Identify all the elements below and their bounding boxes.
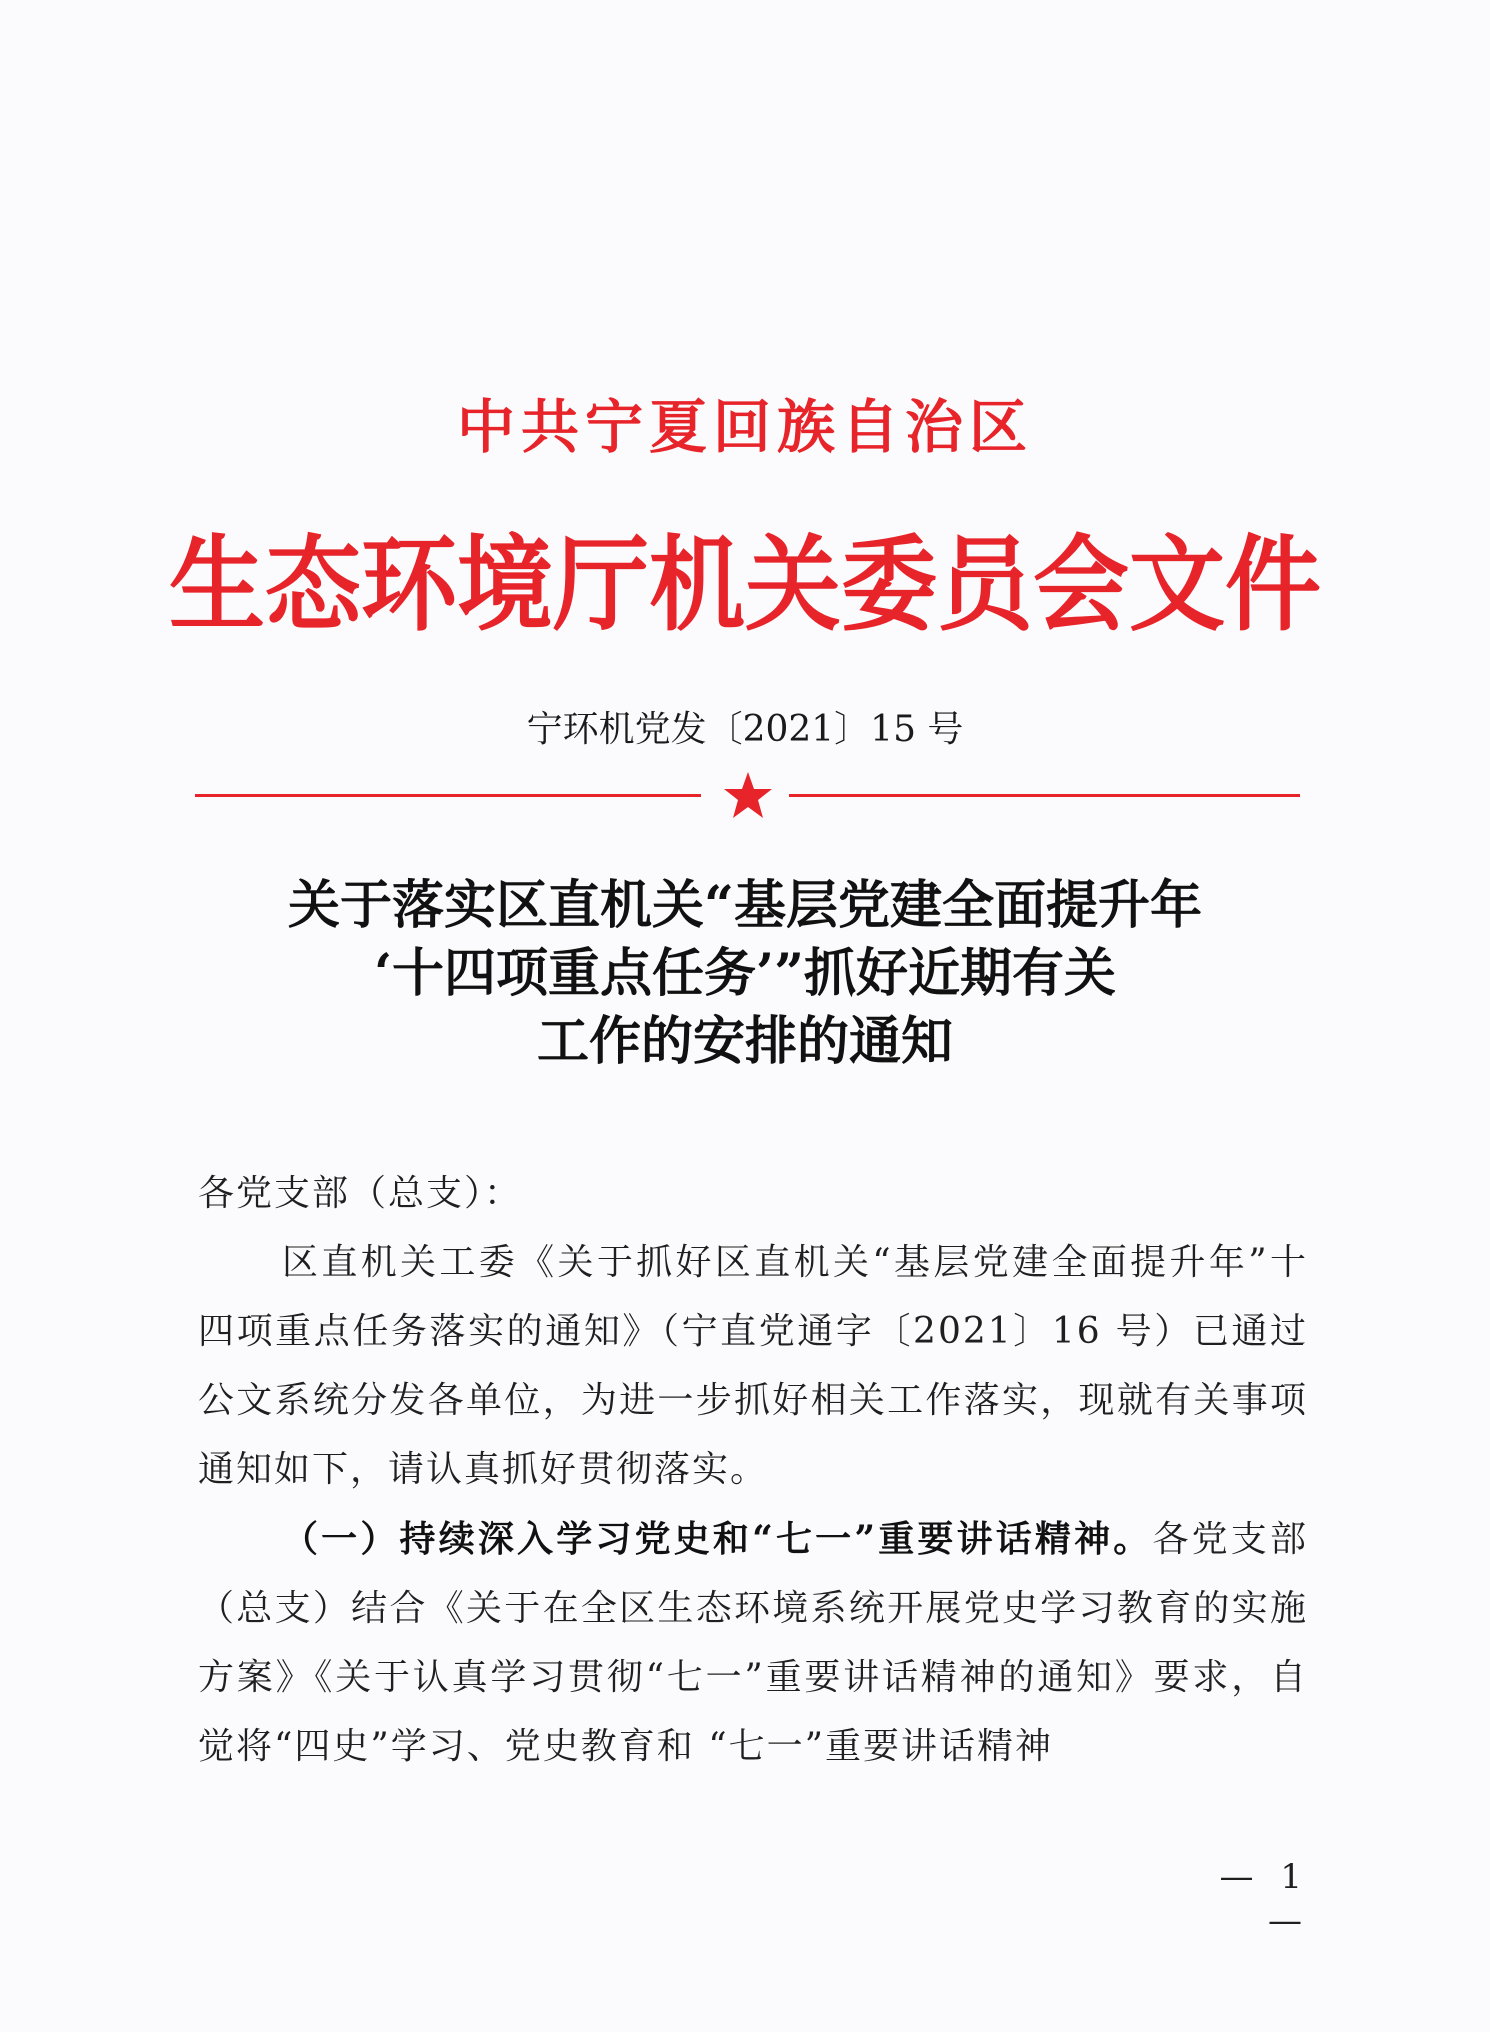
issuer-line-1: 中共宁夏回族自治区 xyxy=(456,393,1033,461)
title-line-3: 工作的安排的通知 xyxy=(536,1011,953,1072)
red-divider xyxy=(195,770,1300,820)
paragraph-2-text: 各党支部（总支）结合《关于在全区生态环境系统开展党史学习教育的实施方案》《关于认真学习贯彻“七一”重要讲话精神的通知》要求，自觉将“四史”学习、党史教育和 “七一”重要讲话精神 xyxy=(198,1519,1308,1767)
divider-line-right xyxy=(789,794,1300,797)
salutation: 各党支部（总支）： xyxy=(198,1173,523,1214)
title-line-1: 关于落实区直机关“基层党建全面提升年 xyxy=(288,875,1202,936)
divider-line-left xyxy=(195,794,701,797)
paragraph-2 xyxy=(198,1505,1308,1781)
document-title xyxy=(0,872,1490,1076)
page-number: — 1 — xyxy=(1219,1857,1310,1941)
star-icon xyxy=(723,770,773,820)
paragraph-1: 区直机关工委《关于抓好区直机关“基层党建全面提升年”十四项重点任务落实的通知》（宁直党通字〔2021〕16 号）已通过公文系统分发各单位，为进一步抓好相关工作落实，现就有关事项通知如下，请认真抓好贯彻落实。 xyxy=(198,1242,1308,1490)
title-line-2: ‘十四项重点任务’”抓好近期有关 xyxy=(373,943,1117,1004)
issuer-line-2: 生态环境厅机关委员会文件 xyxy=(169,523,1321,646)
paragraph-2-heading: （一）持续深入学习党史和“七一”重要讲话精神。 xyxy=(282,1518,1153,1560)
document-number: 宁环机党发〔2021〕15 号 xyxy=(526,709,964,750)
